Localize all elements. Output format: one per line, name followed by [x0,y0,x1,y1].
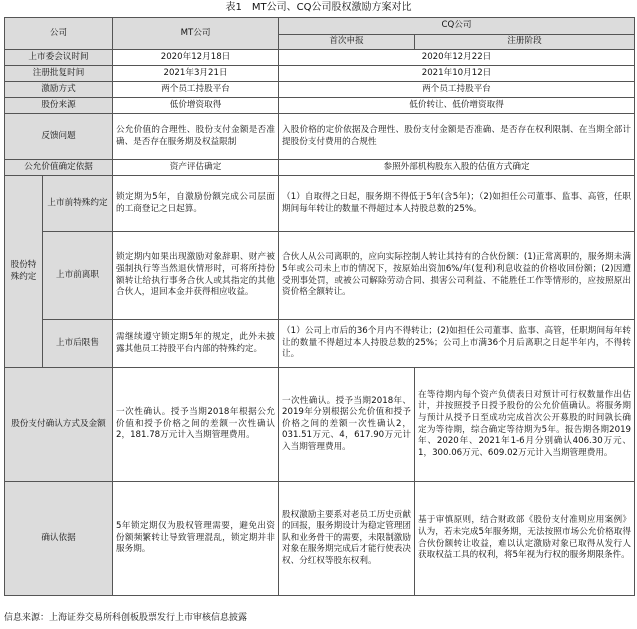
cell-mt: 一次性确认。授予当期2018年根据公允价值和授予价格之间的差额一次性确认2，181.78万元计入当期管理费用。 [113,368,279,482]
cell-mt: 低价增资取得 [113,98,279,114]
cell-cq: 入股价格的定价依据及合理性、股份支付金额是否准确、是否存在权利限制、在当期全部计提股份支付费用的合规性 [279,114,635,160]
cell-mt: 锁定期为5年，自激励份额完成公司层面的工商登记之日起算。 [113,176,279,232]
row-label: 确认依据 [5,482,113,596]
cell-cq: （1）公司上市后的36个月内不得转让；(2)如担任公司董事、监事、高管，任职期间每年转让的数量不得超过本人持股总数的25%；公司上市满36个月后离职之日起半年内，不得转让。 [279,320,635,368]
cell-cq: 合伙人从公司离职的，应向实际控制人转让其持有的合伙份额：(1)正常离职的，服务期未满5年或公司未上市的情况下，按原始出资加6%/年(复利)利息收益的价格收回份额；(2)因遭受刑事处罚，或被公司解除劳动合同、损害公司利益、不能胜任工作等情形的，应按照原出资价格全额转让。 [279,232,635,320]
row-label: 上市前特殊约定 [43,176,113,232]
row-label: 上市委会议时间 [5,50,113,66]
row-feedback [5,114,635,160]
row-incentive-method [5,82,635,98]
header-cq: CQ公司 [279,18,635,35]
row-label: 激励方式 [5,82,113,98]
cell-mt: 公允价值的合理性、股份支付金额是否准确、是否存在服务期及权益限制 [113,114,279,160]
row-label: 股份来源 [5,98,113,114]
row-label: 公允价值确定依据 [5,160,113,176]
row-registration-approval [5,66,635,82]
row-post-listing-limit [5,320,635,368]
cell-mt: 两个员工持股平台 [113,82,279,98]
cell-mt: 锁定期内如果出现激励对象辞职、财产被强制执行等当然退伙情形时，可将所持份额转让给执行事务合伙人或其指定的其他合伙人，退回本金并获得相应收益。 [113,232,279,320]
header-cq-registration: 注册阶段 [415,35,635,50]
cell-mt: 资产评估确定 [113,160,279,176]
cell-cq-initial: 股权激励主要系对老员工历史贡献的回报，服务期设计为稳定管理团队和业务骨干的需要，未限制激励对象在服务期完成后才能行使表决权、分红权等股东权利。 [279,482,415,596]
cell-cq: 参照外部机构股东入股的估值方式确定 [279,160,635,176]
row-confirmation-basis [5,482,635,596]
comparison-table [4,17,635,596]
cell-cq: 2020年12月22日 [279,50,635,66]
row-pre-listing-departure [5,232,635,320]
cell-mt: 需继续遵守锁定期5年的规定，此外未披露其他员工持股平台内部的特殊约定。 [113,320,279,368]
cell-cq: 两个员工持股平台 [279,82,635,98]
row-label: 上市后限售 [43,320,113,368]
cell-cq-initial: 一次性确认。授予当期2018年、2019年分别根据公允价值和授予价格之间的差额一次性确认2，031.51万元、4，617.90万元计入当期管理费用。 [279,368,415,482]
cell-cq: 2021年10月12日 [279,66,635,82]
row-payment-method [5,368,635,482]
row-pre-listing-special [5,176,635,232]
cell-cq: （1）自取得之日起，服务期不得低于5年(含5年)；（2)如担任公司董事、监事、高管，任职期间每年转让的数量不得超过本人持股总数的25%。 [279,176,635,232]
cell-mt: 5年锁定期仅为股权管理需要，避免出资份额频繁转让导致管理混乱，锁定期并非服务期。 [113,482,279,596]
cell-mt: 2020年12月18日 [113,50,279,66]
table-caption: 表1 MT公司、CQ公司股权激励方案对比 [225,2,412,13]
header-cq-initial: 首次申报 [279,35,415,50]
row-label: 注册批复时间 [5,66,113,82]
row-share-source [5,98,635,114]
row-listing-meeting [5,50,635,66]
source-note: 信息来源：上海证券交易所科创板股票发行上市审核信息披露 [4,613,248,623]
header-mt: MT公司 [113,18,279,50]
row-label: 反馈问题 [5,114,113,160]
cell-mt: 2021年3月21日 [113,66,279,82]
cell-cq-registration: 基于审慎原则，结合财政部《股份支付准则应用案例》认为，若未完成5年服务期，无法按照市场公允价格取得合伙份额转让收益，难以认定激励对象已取得从发行人获取权益工具的权利，将5年视为行权的服务期限条件。 [415,482,635,596]
special-terms-label: 股份特殊约定 [5,176,43,368]
row-label: 上市前离职 [43,232,113,320]
cell-cq: 低价转让、低价增资取得 [279,98,635,114]
cell-cq-registration: 在等待期内每个资产负债表日对预计可行权数量作出估计，并按照授予日授予股份的公允价值确认。将服务期与预计从授予日至成功完成首次公开募股的时间孰长确定为等待期，综合确定等待期为5年。报告期各期2019年、2020年、2021年1-6月分别确认406.30万元、1，300.06万元、609.02万元计入当期管理费用。 [415,368,635,482]
row-fair-value-basis [5,160,635,176]
header-company: 公司 [5,18,113,50]
row-label: 股份支付确认方式及金额 [5,368,113,482]
